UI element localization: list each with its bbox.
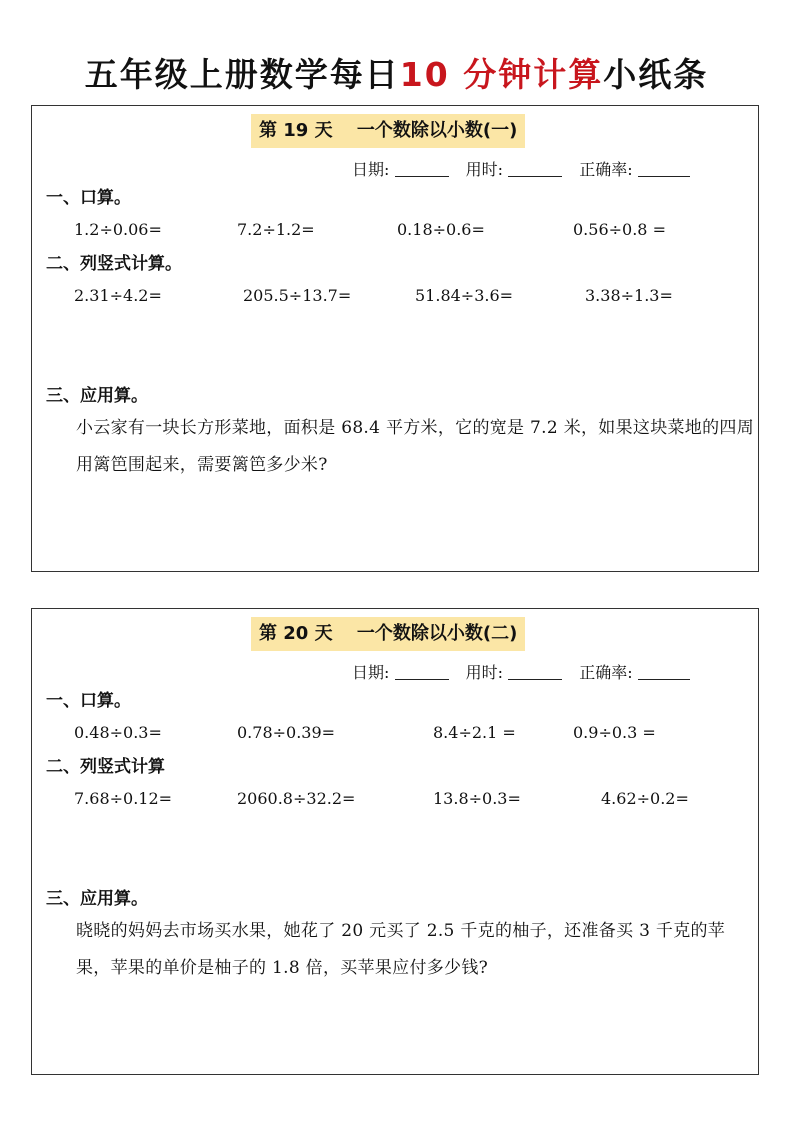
oral-item: 0.9÷0.3 = bbox=[573, 723, 656, 742]
vertical-item: 7.68÷0.12= bbox=[74, 789, 173, 808]
title-prefix: 五年级上册数学每日 bbox=[84, 55, 400, 94]
vertical-heading: 二、列竖式计算 bbox=[46, 757, 165, 777]
oral-heading: 一、口算。 bbox=[46, 691, 131, 711]
time-label: 用时: bbox=[465, 663, 503, 682]
oral-item: 0.18÷0.6= bbox=[397, 220, 485, 239]
vertical-heading: 二、列竖式计算。 bbox=[46, 254, 182, 274]
accuracy-label: 正确率: bbox=[579, 160, 633, 179]
oral-item: 0.78÷0.39= bbox=[237, 723, 336, 742]
application-heading: 三、应用算。 bbox=[46, 386, 148, 406]
time-blank[interactable] bbox=[508, 160, 562, 177]
date-blank[interactable] bbox=[395, 663, 449, 680]
application-problem: 小云家有一块长方形菜地，面积是 68.4 平方米，它的宽是 7.2 米，如果这块菜地的四周用篱笆围起来，需要篱笆多少米? bbox=[76, 418, 755, 475]
vertical-item: 4.62÷0.2= bbox=[601, 789, 689, 808]
vertical-item: 13.8÷0.3= bbox=[433, 789, 521, 808]
title-highlight: 10 分钟计算 bbox=[399, 55, 604, 94]
vertical-item: 2060.8÷32.2= bbox=[237, 789, 356, 808]
record-row bbox=[352, 158, 690, 182]
day-card-20 bbox=[31, 608, 759, 1075]
accuracy-blank[interactable] bbox=[638, 160, 690, 177]
oral-item: 7.2÷1.2= bbox=[237, 220, 315, 239]
oral-item: 8.4÷2.1 = bbox=[433, 723, 516, 742]
title-suffix: 小纸条 bbox=[603, 55, 709, 94]
accuracy-label: 正确率: bbox=[579, 663, 633, 682]
date-label: 日期: bbox=[352, 160, 390, 179]
time-label: 用时: bbox=[465, 160, 503, 179]
application-heading: 三、应用算。 bbox=[46, 889, 148, 909]
oral-item: 1.2÷0.06= bbox=[74, 220, 162, 239]
application-problem: 晓晓的妈妈去市场买水果，她花了 20 元买了 2.5 千克的柚子，还准备买 3 千克的苹果，苹果的单价是柚子的 1.8 倍，买苹果应付多少钱? bbox=[76, 921, 726, 978]
record-row bbox=[352, 661, 690, 685]
oral-item: 0.48÷0.3= bbox=[74, 723, 162, 742]
oral-item: 0.56÷0.8 = bbox=[573, 220, 666, 239]
oral-heading: 一、口算。 bbox=[46, 188, 131, 208]
vertical-item: 51.84÷3.6= bbox=[415, 286, 514, 305]
day-card-19 bbox=[31, 105, 759, 572]
vertical-item: 205.5÷13.7= bbox=[243, 286, 352, 305]
date-label: 日期: bbox=[352, 663, 390, 682]
accuracy-blank[interactable] bbox=[638, 663, 690, 680]
time-blank[interactable] bbox=[508, 663, 562, 680]
day-title: 第 20 天 一个数除以小数(二) bbox=[251, 617, 525, 651]
vertical-item: 3.38÷1.3= bbox=[585, 286, 673, 305]
vertical-item: 2.31÷4.2= bbox=[74, 286, 162, 305]
page-title bbox=[0, 52, 793, 98]
date-blank[interactable] bbox=[395, 160, 449, 177]
day-title: 第 19 天 一个数除以小数(一) bbox=[251, 114, 525, 148]
